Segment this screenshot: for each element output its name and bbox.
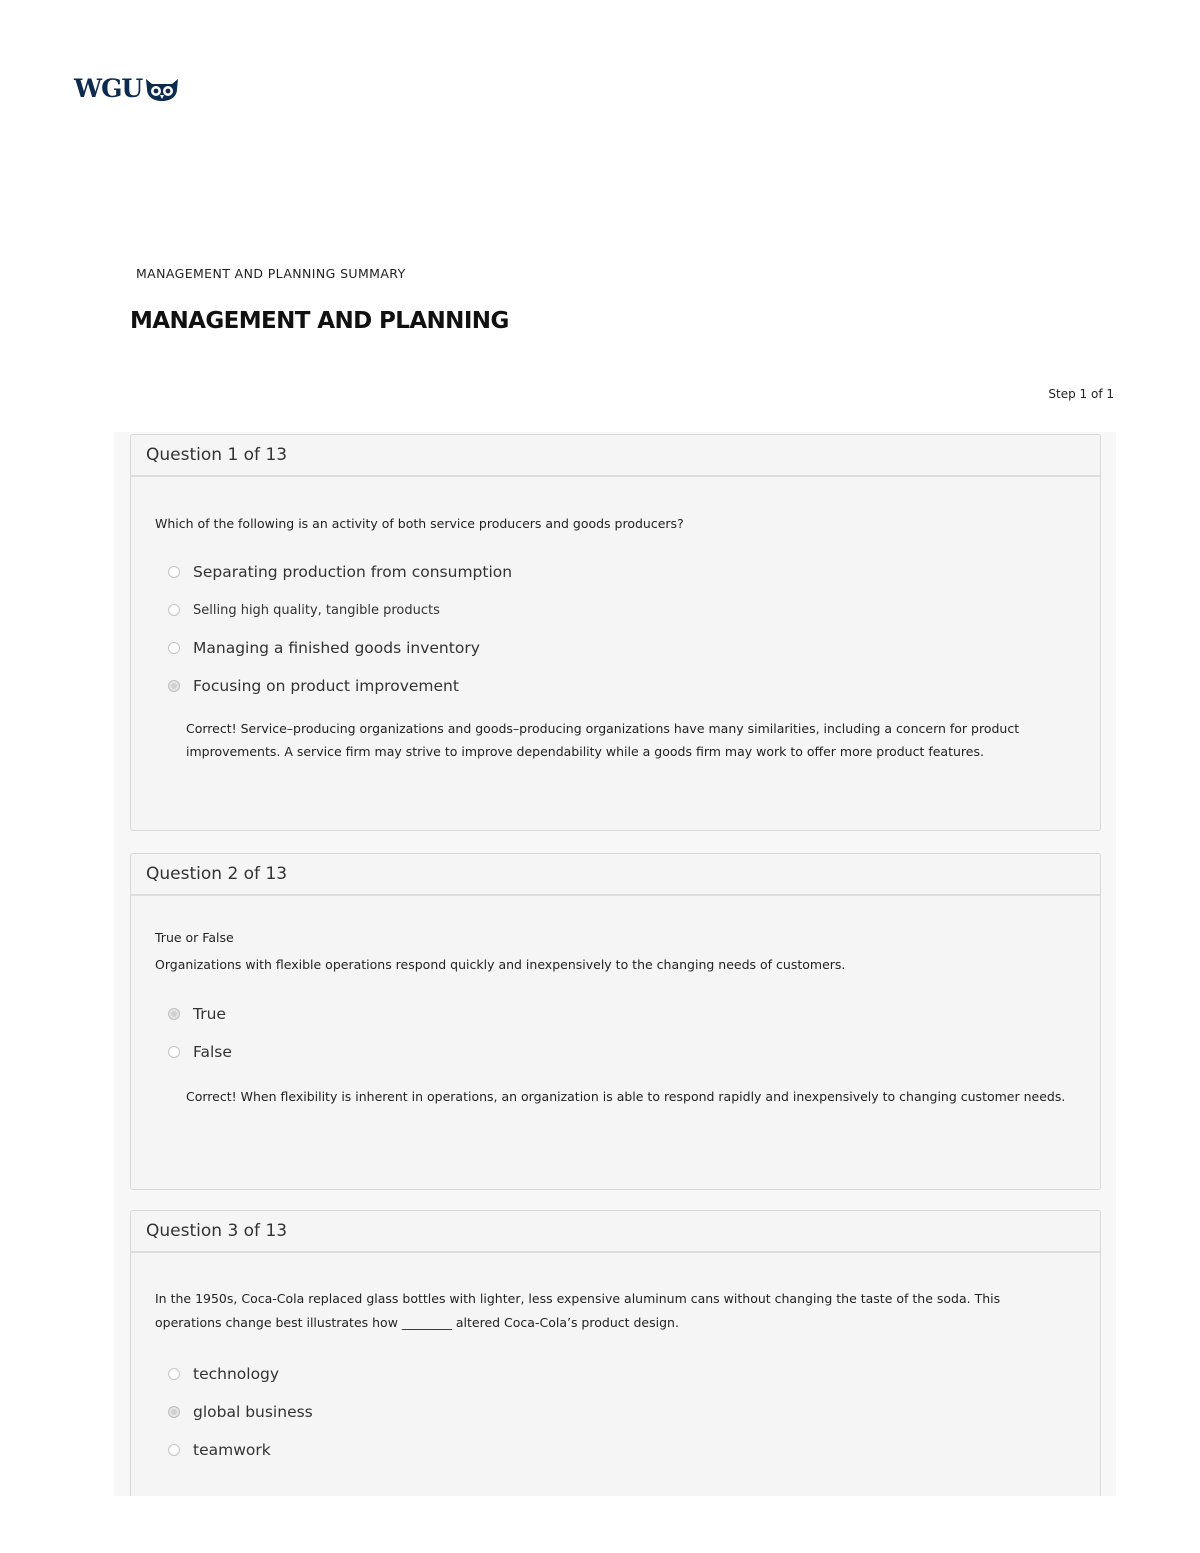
wgu-logo[interactable] [74,74,180,103]
answer-options [155,995,1076,1071]
answer-option[interactable] [155,667,1076,705]
question-header: Question 2 of 13 [131,854,1100,896]
option-label: False [193,1043,232,1061]
question-text: Organizations with flexible operations respond quickly and inexpensively to the changing needs of customers. [155,957,846,972]
radio-button-selected[interactable] [168,1406,180,1418]
question-header: Question 3 of 13 [131,1211,1100,1253]
question-header: Question 1 of 13 [131,435,1100,477]
option-label: global business [193,1403,313,1421]
option-label: Separating production from consumption [193,563,513,581]
question-text: In the 1950s, Coca-Cola replaced glass bottles with lighter, less expensive aluminum cans without changing the taste of the soda. This operations change best illustrates how ________ altered Coca-Cola’s product design. [155,1291,1001,1330]
question-card [130,1210,1101,1496]
answer-option[interactable] [155,553,1076,591]
feedback-text: Correct! Service–producing organizations and goods–producing organizations have many similarities, including a concern for product improvements. A service firm may strive to improve dependability while a goods firm may work to offer more product features. [186,721,1020,759]
question-type: True or False [155,930,234,945]
option-label: Selling high quality, tangible products [193,602,440,618]
feedback-text: Correct! When flexibility is inherent in operations, an organization is able to respond rapidly and inexpensively to changing customer needs. [186,1089,1066,1104]
answer-option[interactable] [155,1033,1076,1071]
option-label: True [193,1005,226,1023]
radio-button[interactable] [168,1444,180,1456]
answer-option[interactable] [155,1431,1076,1469]
option-label: teamwork [193,1441,271,1459]
answer-option[interactable] [155,1355,1076,1393]
option-label: Managing a finished goods inventory [193,639,480,657]
radio-button-selected[interactable] [168,680,180,692]
answer-option[interactable] [155,1393,1076,1431]
radio-button[interactable] [168,566,180,578]
option-label: technology [193,1365,280,1383]
answer-option[interactable] [155,629,1076,667]
step-indicator: Step 1 of 1 [1048,387,1114,401]
question-card [130,853,1101,1190]
page-title: MANAGEMENT AND PLANNING [130,308,509,334]
owl-icon [144,75,180,103]
radio-button-selected[interactable] [168,1008,180,1020]
radio-button[interactable] [168,1046,180,1058]
answer-option[interactable] [155,995,1076,1033]
answer-options [155,1355,1076,1469]
logo-text: WGU [74,74,143,103]
answer-option[interactable] [155,591,1076,629]
question-card [130,434,1101,831]
question-text: Which of the following is an activity of both service producers and goods producers? [155,516,684,531]
radio-button[interactable] [168,1368,180,1380]
summary-label: MANAGEMENT AND PLANNING SUMMARY [136,266,406,281]
answer-options [155,553,1076,705]
questions-container[interactable] [114,432,1116,1496]
radio-button[interactable] [168,642,180,654]
option-label: Focusing on product improvement [193,677,459,695]
radio-button[interactable] [168,604,180,616]
